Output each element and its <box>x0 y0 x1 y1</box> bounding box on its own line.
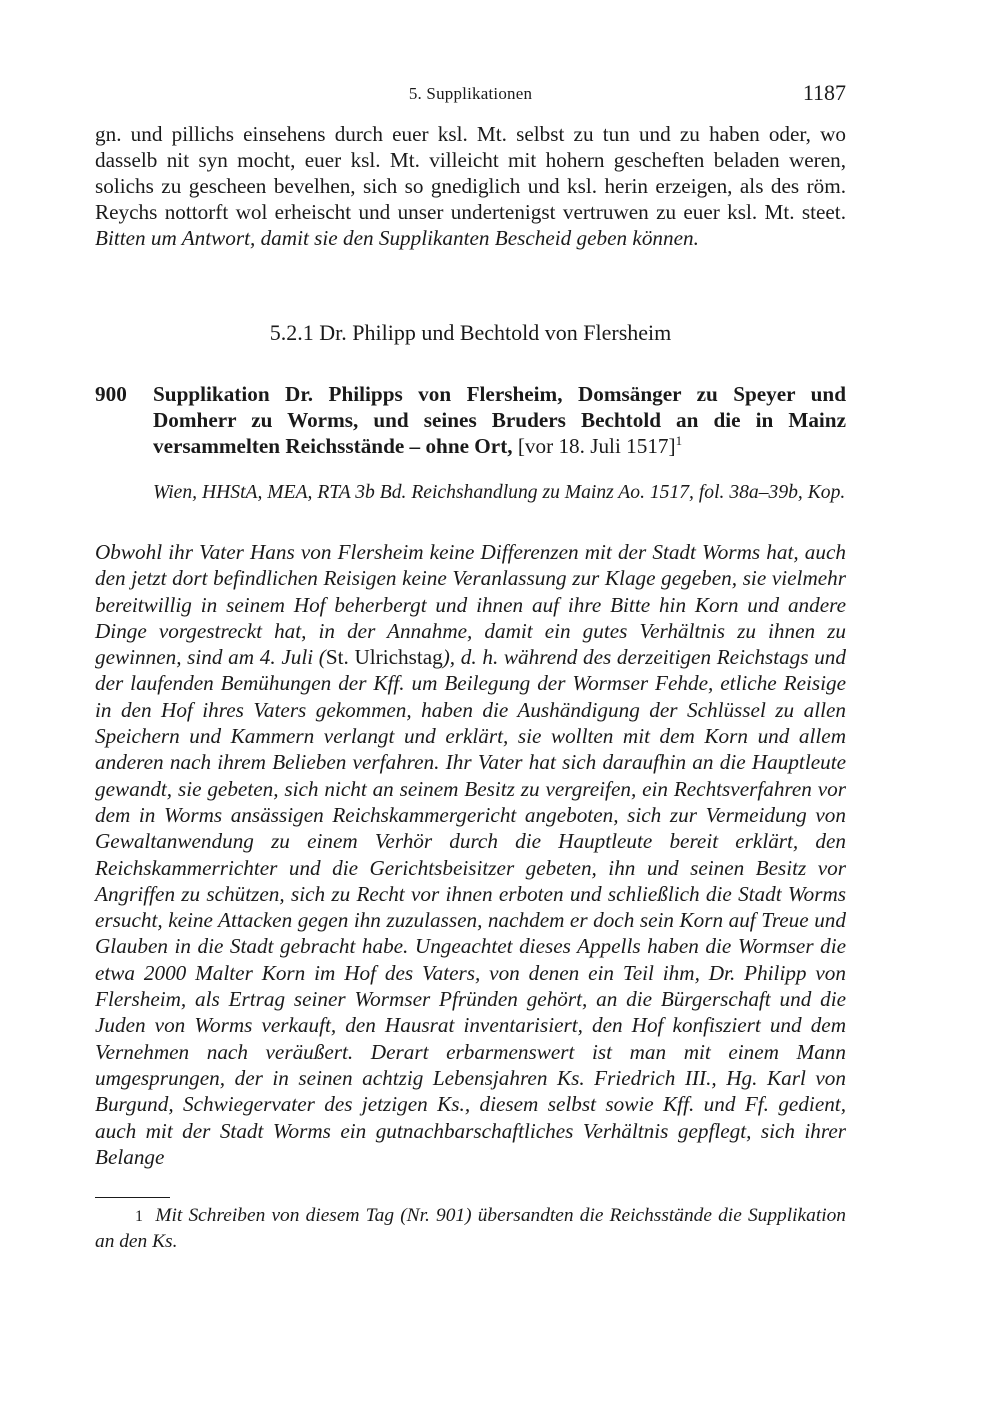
footnote-reference[interactable]: 1 <box>675 433 683 448</box>
running-title: 5. Supplikationen <box>408 84 533 103</box>
summary-feast-day: St. Ulrichstag <box>325 645 443 670</box>
continuation-text: gn. und pillichs einsehens durch euer ksl. Mt. selbst zu tun und zu haben oder, wo dasselb nit syn mocht, euer ksl. Mt. villeicht mit hohern gescheften beladen weren, solichs zu gescheen bevelhen, sich so gnediglich und ksl. herin erzeigen, als des röm. Reychs nottorft wol erheischt und unser undertenigst vertruwen zu euer ksl. Mt. steet. <box>95 122 846 224</box>
running-header <box>95 80 846 108</box>
document-date: [vor 18. Juli 1517] <box>517 434 676 458</box>
document-title <box>153 381 846 459</box>
footnote-mark: 1 <box>135 1208 143 1225</box>
archival-source: Wien, HHStA, MEA, RTA 3b Bd. Reichshandlung zu Mainz Ao. 1517, fol. 38a–39b, Kop. <box>153 482 846 503</box>
summary-part-2: ), d. h. während des derzeitigen Reichstags und der laufenden Bemühungen der Kff. um Beilegung der Wormser Fehde, etliche Reisige in den Hof ihres Vaters gekommen, haben die Aushändigung der Schlüssel zu allen Speichern und Kammern verlangt und erklärt, sie wollten mit dem Korn und allem anderen nach ihrem Belieben verfahren. Ihr Vater hat sich daraufhin an die Hauptleute gewandt, sie gebeten, sich nicht an seinem Besitz zu vergreifen, ein Rechtsverfahren vor dem in Worms ansässigen Reichskammergericht angeboten, sich zur Vermeidung von Gewaltanwendung zu einem Verhör durch die Hauptleute bereit erklärt, den Reichskammerrichter und die Gerichtsbeisitzer gebeten, ihn und seinen Besitz vor Angriffen zu schützen, sich zu Recht vor ihnen erboten und schließlich die Stadt Worms ersucht, keine Attacken gegen ihn zuzulassen, nachdem er doch sein Korn auf Treue und Glauben in die Stadt gebracht habe. Ungeachtet dieses Appells haben die Wormser die etwa 2000 Malter Korn im Hof des Vaters, von denen ein Teil ihm, Dr. Philipp von Flersheim, als Ertrag seiner Wormser Pfründen gehört, an die Bürgerschaft und die Juden von Worms verkauft, den Hausrat inventarisiert, den Hof konfisziert und dem Vernehmen nach veräußert. Derart erbarmenswert ist man mit einem Mann umgesprungen, der in seinen achtzig Lebensjahren Ks. Friedrich III., Hg. Karl von Burgund, Schwiegervater des jetzigen Ks., diesem selbst sowie Kff. und Ff. gedient, auch mit der Stadt Worms ein gutnachbarschaftliches Verhältnis gepflegt, sich ihrer Belange <box>95 645 846 1169</box>
document-summary <box>95 539 846 1170</box>
page-number: 1187 <box>802 80 846 105</box>
footnote <box>95 1203 846 1254</box>
continuation-paragraph <box>95 121 846 251</box>
footnote-divider <box>95 1197 170 1198</box>
section-title: 5.2.1 Dr. Philipp und Bechtold von Flersheim <box>269 320 672 345</box>
document-title-text: Supplikation Dr. Philipps von Flersheim, Domsänger zu Speyer und Domherr zu Worms, und seines Bruders Bechtold an die in Mainz versammelten Reichsstände – ohne Ort, <box>153 382 846 458</box>
footnote-text: Mit Schreiben von diesem Tag (Nr. 901) übersandten die Reichsstände die Supplikation an den Ks. <box>95 1205 846 1252</box>
document-number: 900 <box>95 382 127 406</box>
summary-part-1: Obwohl ihr Vater Hans von Flersheim keine Differenzen mit der Stadt Worms hat, auch den jetzt dort befindlichen Reisigen keine Veranlassung zur Klage gegeben, sie vielmehr bereitwillig in seinem Hof beherbergt und ihnen auf ihre Bitte hin Korn und andere Dinge vorgestreckt hat, in der Annahme, damit ein gutes Verhältnis zu ihnen zu gewinnen, sind am 4. Juli ( <box>95 540 846 670</box>
continuation-italic-summary: Bitten um Antwort, damit sie den Supplikanten Bescheid geben können. <box>95 226 699 250</box>
